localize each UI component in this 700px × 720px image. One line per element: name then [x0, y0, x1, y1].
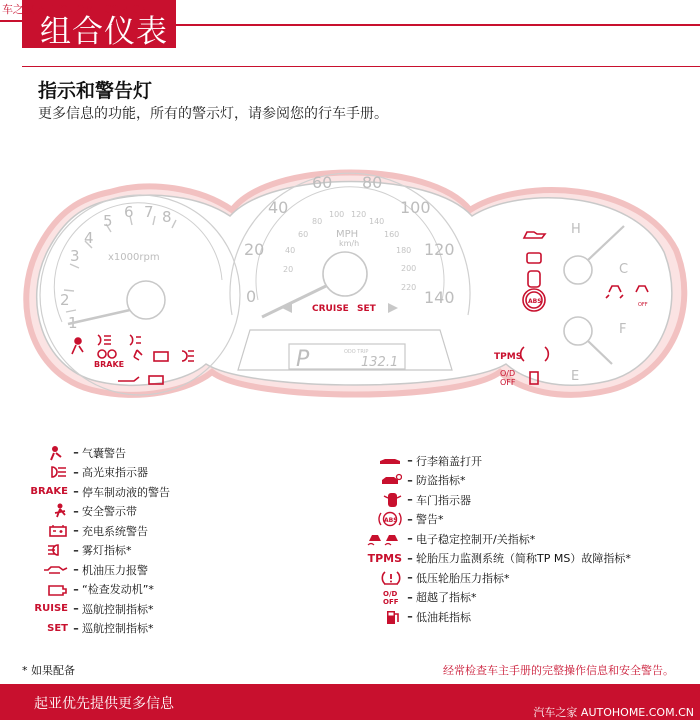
legend-item: [360, 510, 690, 530]
legend-dash: –: [407, 551, 413, 565]
tach-tick-6: 6: [124, 203, 134, 221]
legend-dash: –: [73, 524, 79, 538]
od-legend-label-bottom: OFF: [383, 598, 399, 607]
mph-tick-0: 0: [246, 287, 257, 306]
lcd-odo-label: ODO TRIP: [344, 349, 369, 355]
kmh-tick-100: 100: [329, 210, 345, 219]
tach-tick-8: 8: [162, 208, 172, 226]
legend-dash: –: [73, 446, 79, 460]
legend-dash: –: [407, 493, 413, 507]
legend-text: 轮胎压力监测系统（简称TP MS）故障指标*: [416, 552, 631, 566]
tach-tick-2: 2: [60, 291, 70, 309]
legend-dash: –: [407, 512, 413, 526]
legend-item: [28, 560, 358, 580]
mph-tick-100: 100: [400, 198, 431, 217]
od-legend-label-top: O/D: [383, 590, 398, 599]
legend-item: [28, 502, 358, 522]
tpms-cluster-label: TPMS: [494, 352, 523, 362]
tach-tick-4: 4: [84, 229, 94, 247]
mph-tick-20: 20: [244, 240, 265, 259]
section-subtitle: 更多信息的功能，所有的警示灯，请参阅您的行车手册。: [38, 106, 388, 122]
section-heading: 指示和警告灯: [38, 80, 153, 102]
od-off-icon: [360, 588, 404, 606]
legend-text: 高光束指示器: [82, 466, 148, 480]
legend-right: [360, 451, 690, 627]
legend-text: 防盗指标*: [416, 474, 466, 488]
legend-item: [360, 568, 690, 588]
legend-text: 超越了指标*: [416, 591, 477, 605]
airbag-icon: [28, 445, 70, 461]
page-title: 组合仪表: [40, 14, 168, 50]
legend-dash: –: [73, 563, 79, 577]
od-cluster-label-top: O/D: [500, 369, 516, 378]
legend-text: 巡航控制指标*: [82, 602, 154, 616]
legend-item: [360, 549, 690, 569]
airbag-icon: [75, 338, 81, 344]
legend-item: [28, 521, 358, 541]
lcd-odometer-value: 132.1: [361, 355, 399, 370]
cruise-icon: RUISE: [34, 603, 68, 615]
tach-tick-7: 7: [144, 203, 154, 221]
legend-dash: –: [407, 532, 413, 546]
lcd-gear: P: [296, 347, 310, 372]
legend-dash: –: [73, 465, 79, 479]
legend-text: 车门指示器: [416, 493, 471, 507]
legend-item: [360, 490, 690, 510]
legend-dash: –: [73, 602, 79, 616]
header-rule-left: [0, 20, 22, 22]
legend-dash: –: [73, 504, 79, 518]
legend-item: [28, 599, 358, 619]
mph-tick-80: 80: [362, 173, 383, 192]
legend-text: 电子稳定控制开/关指标*: [416, 532, 536, 546]
legend-item: [360, 588, 690, 608]
legend-item: [360, 451, 690, 471]
speed-unit-kmh: km/h: [339, 239, 360, 248]
header-bar: [0, 0, 700, 58]
legend-dash: –: [407, 590, 413, 604]
legend-text: “检查发动机”*: [82, 583, 154, 597]
kmh-tick-140: 140: [369, 217, 385, 226]
legend-text: 雾灯指标*: [82, 544, 132, 558]
legend-text: 低油耗指标: [416, 610, 471, 624]
check-engine-icon: [28, 582, 70, 596]
mph-tick-60: 60: [312, 173, 333, 192]
mph-tick-140: 140: [424, 288, 455, 307]
legend-text: 机油压力报警: [82, 563, 148, 577]
legend-item: [360, 529, 690, 549]
set-label: SET: [357, 304, 376, 314]
mph-tick-40: 40: [268, 198, 289, 217]
abs-icon: [360, 510, 404, 528]
watermark-top: 车之家 AUTOHOME.COM.CN: [2, 3, 148, 16]
legend-item: [28, 619, 358, 639]
tach-tick-5: 5: [103, 212, 113, 230]
fog-light-icon: [28, 543, 70, 557]
kmh-tick-200: 200: [401, 264, 417, 273]
legend-text: 安全警示带: [82, 505, 137, 519]
legend-item: [360, 607, 690, 627]
footnote: * 如果配备: [22, 664, 75, 677]
legend-dash: –: [73, 582, 79, 596]
tach-unit: x1000rpm: [108, 252, 160, 263]
legend-text: 警告*: [416, 513, 444, 527]
kmh-tick-120: 120: [351, 210, 367, 219]
esc-icon: [360, 532, 404, 546]
legend-item: [360, 471, 690, 491]
speed-unit-mph: MPH: [336, 229, 359, 240]
abs-legend-label: ABS: [384, 517, 398, 525]
kmh-tick-180: 180: [396, 246, 412, 255]
legend-item: [28, 443, 358, 463]
legend-dash: –: [407, 473, 413, 487]
mph-tick-120: 120: [424, 240, 455, 259]
legend-dash: –: [73, 621, 79, 635]
legend-text: 气囊警告: [82, 446, 126, 460]
legend-item: [28, 463, 358, 483]
legend-dash: –: [407, 571, 413, 585]
set-icon: SET: [47, 622, 68, 634]
legend-dash: –: [73, 485, 79, 499]
legend-item: [28, 580, 358, 600]
watermark-bottom: 汽车之家 AUTOHOME.COM.CN: [533, 706, 694, 719]
kmh-tick-20: 20: [283, 265, 294, 274]
temp-hot-label: H: [571, 222, 581, 237]
legend-item: [28, 482, 358, 502]
high-beam-icon: [28, 465, 70, 479]
legend-dash: –: [407, 610, 413, 624]
seatbelt-icon: [28, 503, 70, 519]
instrument-cluster: [0, 140, 700, 410]
legend-text: 停车制动液的警告: [82, 485, 170, 499]
kmh-tick-40: 40: [285, 246, 296, 255]
kmh-tick-220: 220: [401, 283, 417, 292]
door-open-icon: [360, 492, 404, 508]
oil-pressure-icon: [28, 564, 70, 576]
legend-left: [28, 443, 358, 638]
bottom-bar-text: 起亚优先提供更多信息: [34, 696, 174, 712]
legend-text: 巡航控制指标*: [82, 622, 154, 636]
esc-off-label: OFF: [638, 302, 648, 308]
fuel-full-label: F: [619, 322, 627, 337]
tpms-icon: TPMS: [367, 551, 402, 565]
footer-warning: 经常检查车主手册的完整操作信息和安全警告。: [443, 664, 674, 677]
trunk-open-icon: [360, 455, 404, 467]
kmh-tick-80: 80: [312, 217, 323, 226]
kmh-tick-160: 160: [384, 230, 400, 239]
security-icon: [360, 473, 404, 487]
abs-cluster-label: ABS: [528, 298, 542, 305]
legend-text: 充电系统警告: [82, 524, 148, 538]
brake-cluster-label: BRAKE: [94, 360, 125, 369]
legend-text: 低压轮胎压力指标*: [416, 571, 510, 585]
brake-fluid-icon: BRAKE: [30, 486, 68, 498]
high-beam-icon: [98, 335, 111, 345]
kmh-tick-60: 60: [298, 230, 309, 239]
legend-item: [28, 541, 358, 561]
low-tire-icon: [360, 570, 404, 586]
section-rule: [22, 66, 700, 67]
header-rule-right: [176, 24, 700, 26]
tach-tick-3: 3: [70, 247, 80, 265]
battery-icon: [28, 524, 70, 537]
legend-dash: –: [407, 454, 413, 468]
legend-text: 行李箱盖打开: [416, 454, 482, 468]
legend-dash: –: [73, 543, 79, 557]
low-fuel-icon: [360, 609, 404, 625]
cruise-label: CRUISE: [312, 304, 349, 314]
od-cluster-label-bottom: OFF: [500, 378, 516, 387]
fuel-empty-label: E: [571, 369, 580, 384]
temp-cold-label: C: [619, 262, 629, 277]
